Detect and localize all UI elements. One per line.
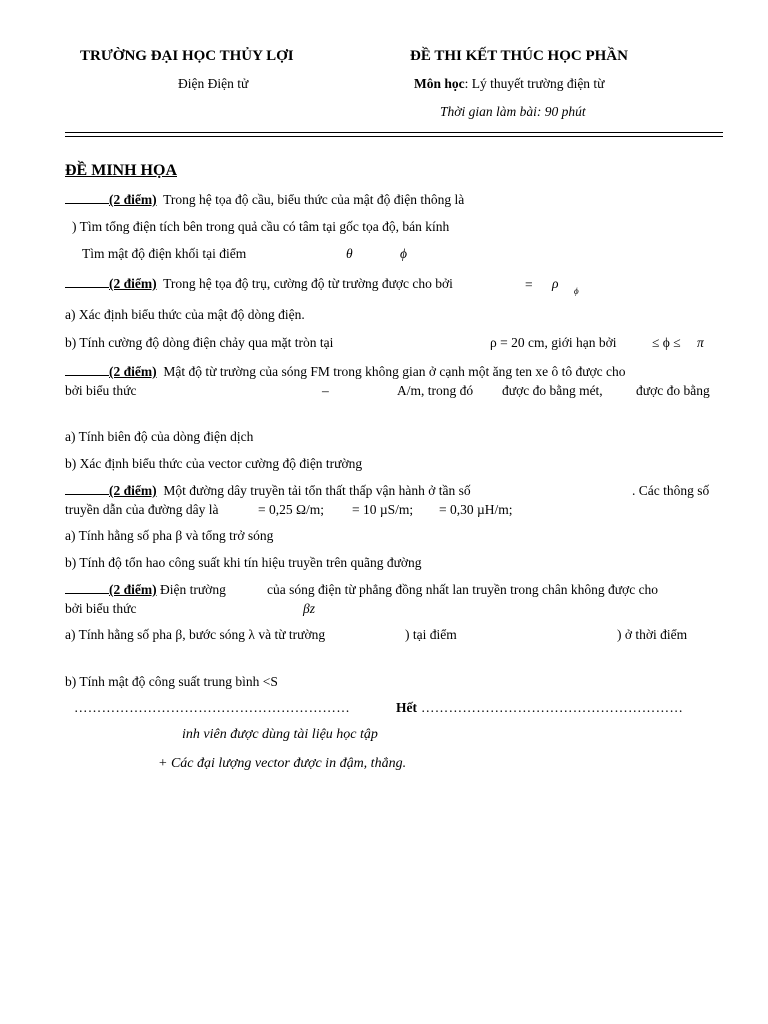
exam-title: ĐỀ THI KẾT THÚC HỌC PHẦN (410, 48, 628, 64)
footer-note-2: + Các đại lượng vector được in đậm, thẳng. (158, 756, 407, 771)
q4-line2-label: truyền dẫn của đường dây là (65, 502, 219, 517)
q4-value-g: = 10 µS/m; (352, 502, 414, 517)
q4-part-a: a) Tính hằng số pha β và tổng trở sóng (65, 528, 274, 543)
q2-phi-subscript: ϕ (574, 286, 579, 296)
q1-part-b: Tìm mật độ điện khối tại điểm (82, 246, 247, 261)
q3-part-b: b) Xác định biểu thức của vector cường độ điện trường (65, 456, 363, 471)
q3-points: (2 điểm) (109, 364, 157, 379)
q5-part-a: a) Tính hằng số pha β, bước sóng λ và từ trường (65, 627, 326, 642)
q5-part-a-point: ) tại điểm (405, 627, 457, 642)
q1-part-a: ) Tìm tổng điện tích bên trong quả cầu có tâm tại gốc tọa độ, bán kính (72, 219, 450, 234)
q2-rho-value: ρ = 20 cm, giới hạn bởi (490, 335, 617, 350)
header-divider-top (65, 132, 723, 133)
q5-line2: bởi biểu thức (65, 601, 137, 616)
q3-measure-1: được đo bằng mét, (502, 383, 603, 398)
q3-unit: A/m, trong đó (397, 383, 474, 398)
department: Điện Điện tử (178, 76, 249, 91)
q4-points: (2 điểm) (109, 483, 157, 498)
q4-text: Một đường dây truyền tải tổn thất thấp vận hành ở tần số (163, 483, 471, 498)
school-name: TRƯỜNG ĐẠI HỌC THỦY LỢI (80, 48, 294, 64)
q5-betaz: βz (303, 601, 315, 616)
q3-header (65, 364, 626, 380)
q3-line2-label: bởi biểu thức (65, 383, 137, 398)
q4-part-b: b) Tính độ tổn hao công suất khi tín hiệu truyền trên quãng đường (65, 555, 422, 570)
q1-points: (2 điểm) (109, 192, 157, 207)
q4-text-end: . Các thông số (632, 483, 710, 498)
header-divider-bottom (65, 136, 723, 137)
footer-dots-left: …………………………………………………… (74, 700, 350, 715)
q1-text: Trong hệ tọa độ cầu, biểu thức của mật độ điện thông là (163, 192, 465, 207)
q2-part-b: b) Tính cường độ dòng điện chảy qua mặt tròn tại (65, 335, 334, 350)
q3-part-a: a) Tính biên độ của dòng điện dịch (65, 429, 254, 444)
q4-value-r: = 0,25 Ω/m; (258, 502, 325, 517)
q2-phi-range: ≤ ϕ ≤ (652, 335, 681, 350)
footer-end-label: Hết (396, 700, 417, 715)
q4-number-line (65, 493, 109, 495)
footer-note-1: inh viên được dùng tài liệu học tập (182, 727, 378, 742)
q1-number-line (65, 202, 109, 204)
subject-line (414, 76, 605, 92)
q2-part-a: a) Xác định biểu thức của mật độ dòng điện. (65, 307, 305, 322)
q2-text: Trong hệ tọa độ trụ, cường độ từ trường được cho bởi (163, 276, 453, 291)
q2-number-line (65, 286, 109, 288)
footer-dots-right: ………………………………………………… (421, 700, 684, 715)
q3-text: Mật độ từ trường của sóng FM trong không gian ở cạnh một ăng ten xe ô tô được cho (163, 364, 626, 379)
q5-part-b: b) Tính mật độ công suất trung bình <S (65, 674, 278, 689)
q1-phi: ϕ (400, 246, 407, 261)
subject-value: : Lý thuyết trường điện từ (464, 76, 605, 91)
q1-header (65, 192, 464, 208)
q1-theta: θ (346, 246, 353, 261)
q2-pi: π (697, 335, 704, 350)
q2-header (65, 276, 453, 292)
q3-dash: – (322, 383, 329, 398)
q5-text-b: của sóng điện từ phẳng đồng nhất lan truyền trong chân không được cho (267, 582, 659, 597)
q5-points: (2 điểm) (109, 582, 157, 597)
q5-header (65, 582, 226, 598)
section-title: ĐỀ MINH HỌA (65, 162, 177, 179)
q2-rho: ρ (552, 276, 559, 291)
q2-equals: = (525, 277, 533, 292)
q4-value-l: = 0,30 µH/m; (439, 502, 513, 517)
exam-time: Thời gian làm bài: 90 phút (440, 104, 586, 119)
q5-part-a-time: ) ở thời điểm (617, 627, 688, 642)
subject-label: Môn học (414, 76, 465, 91)
q5-text-a: Điện trường (160, 582, 226, 597)
q3-measure-2: được đo bằng (636, 383, 710, 398)
q5-number-line (65, 592, 109, 594)
q4-header (65, 483, 471, 499)
q3-number-line (65, 374, 109, 376)
q2-points: (2 điểm) (109, 276, 157, 291)
